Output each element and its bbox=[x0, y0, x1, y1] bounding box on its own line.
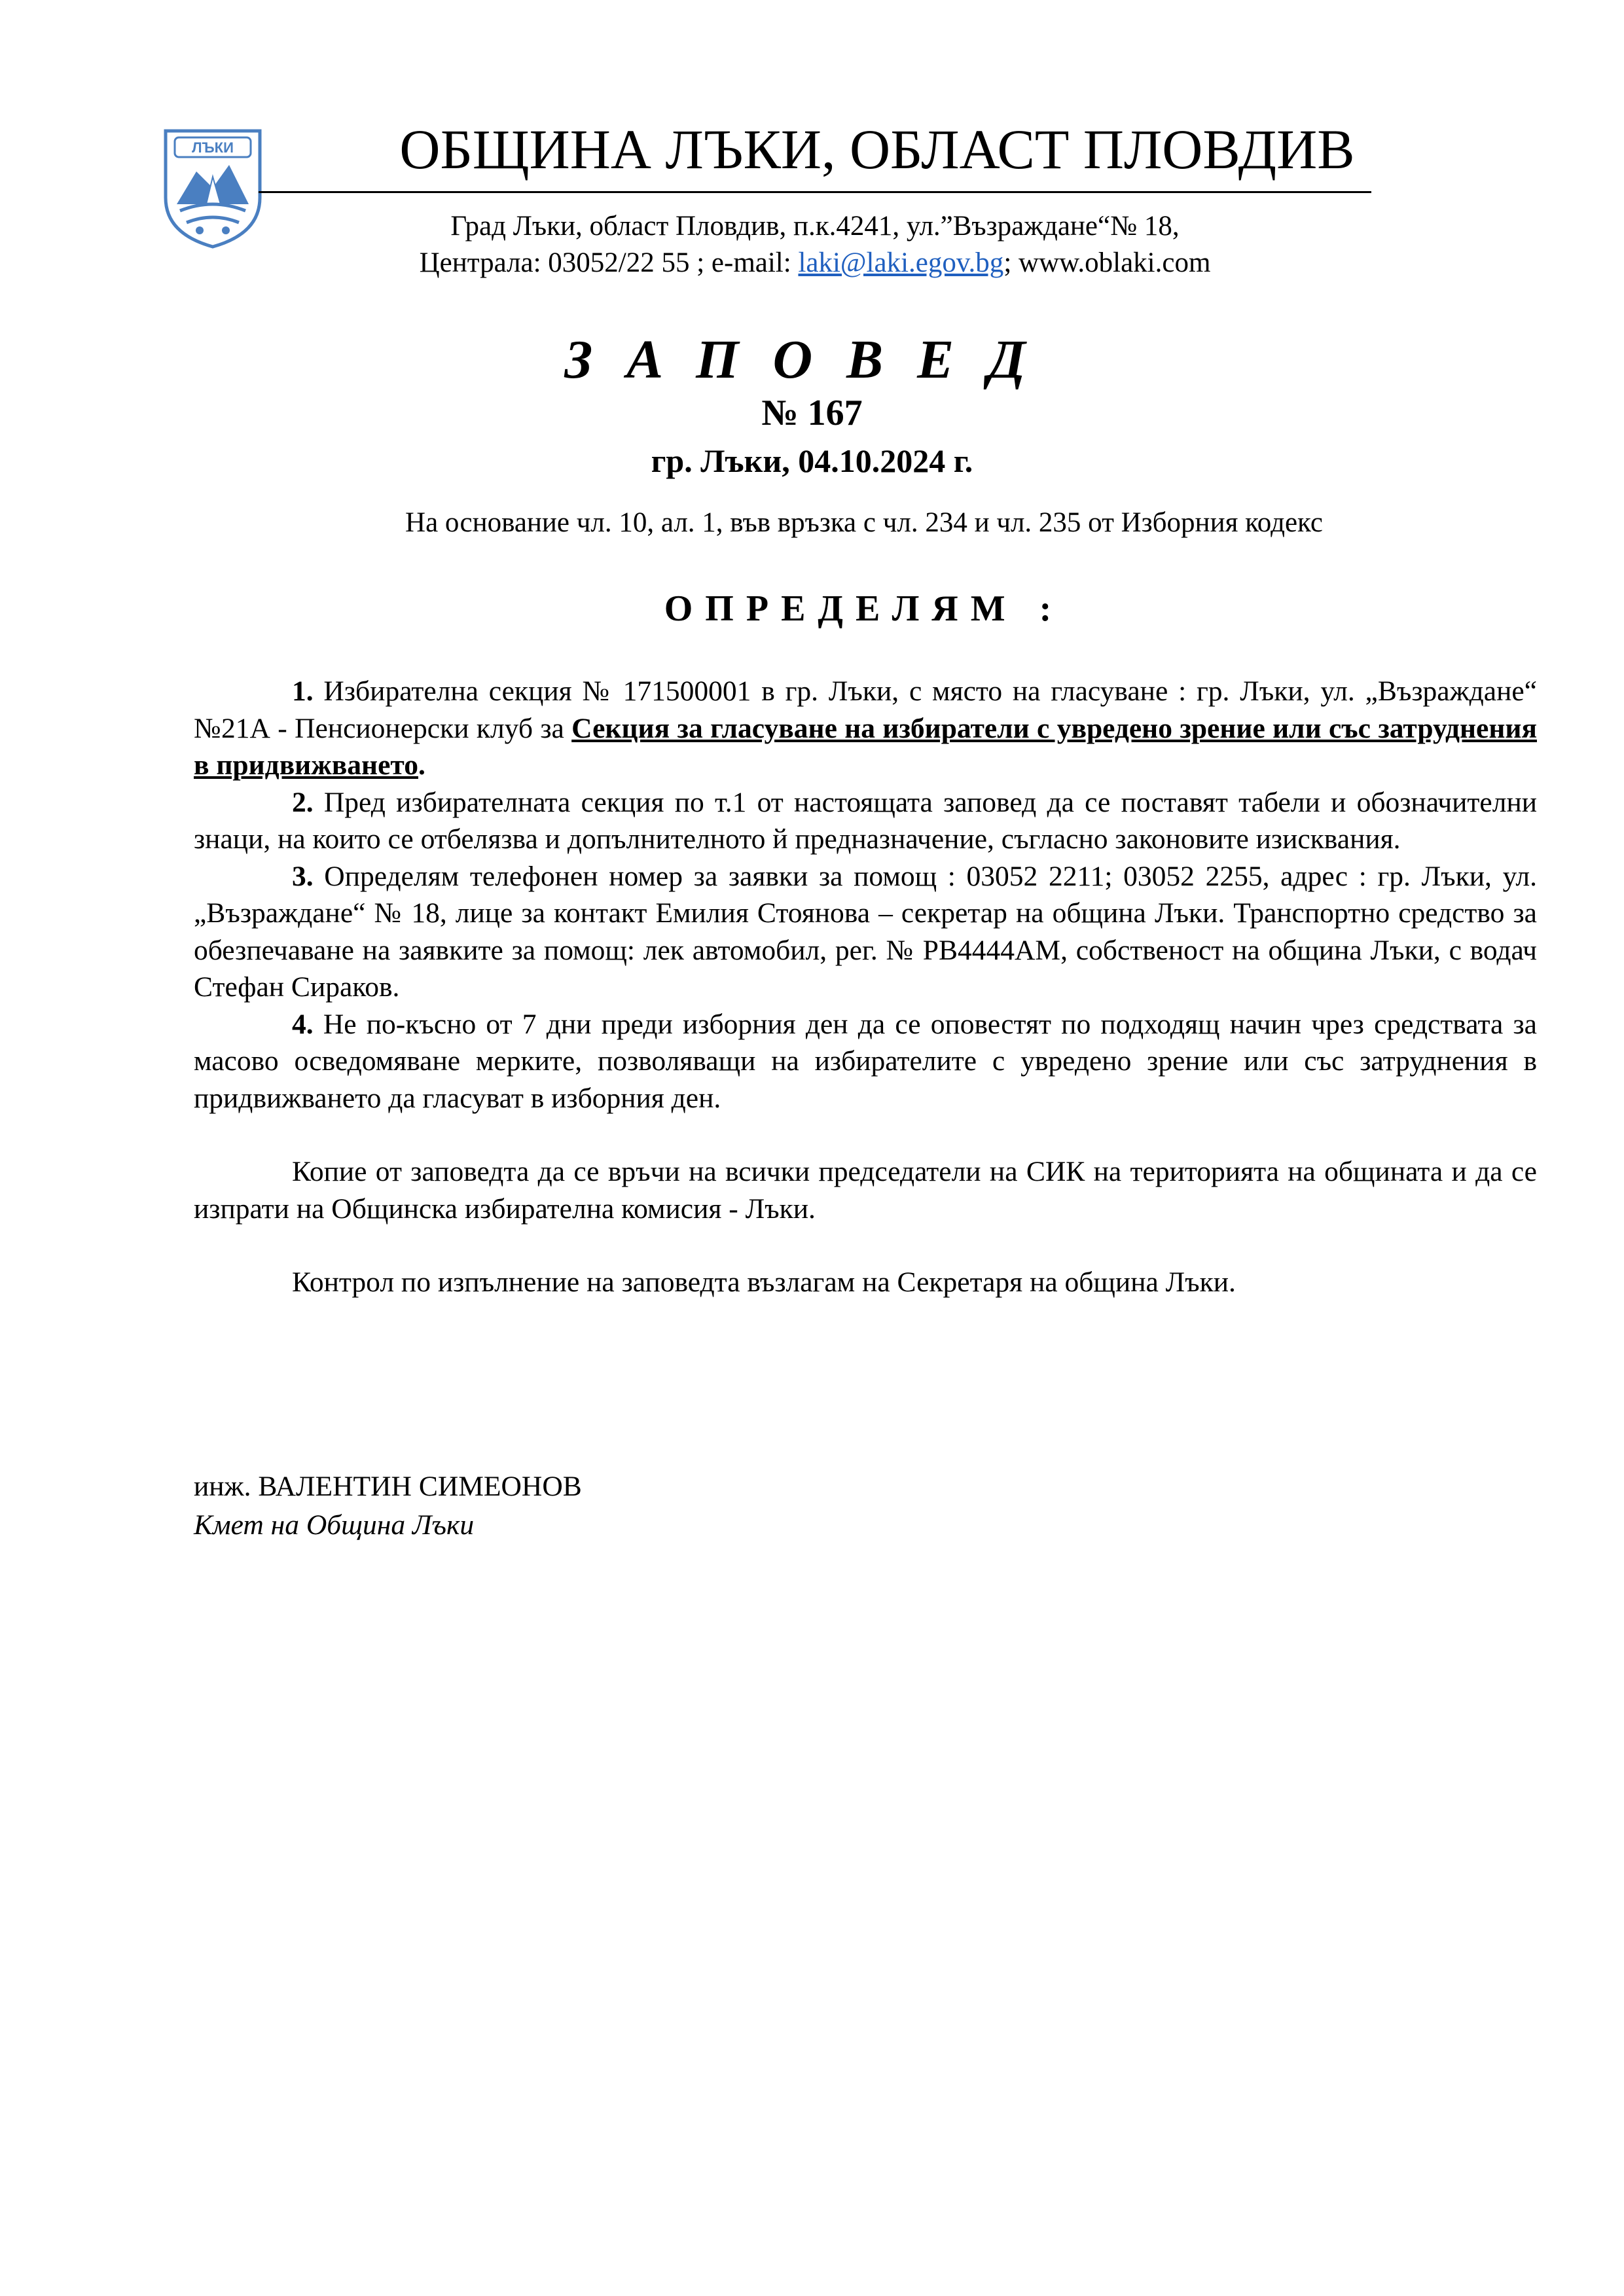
signatory-name: инж. ВАЛЕНТИН СИМЕОНОВ bbox=[194, 1471, 582, 1502]
decree-heading: ОПРЕДЕЛЯМ : bbox=[664, 588, 1064, 629]
paragraph-spacer bbox=[194, 1117, 1537, 1153]
document-place-date: гр. Лъки, 04.10.2024 г. bbox=[651, 442, 973, 479]
contact-phone: Централа: 03052/22 55 ; e-mail: bbox=[419, 247, 799, 278]
document-type-title: ЗАПОВЕД bbox=[564, 329, 1060, 390]
municipality-contacts bbox=[281, 245, 1348, 281]
point-text: Пред избирателната секция по т.1 от настоящата заповед да се поставят табели и обозначителни знаци, на които се отбелязва и допълнителното й предназначение, съгласно законовите изисквания. bbox=[194, 786, 1537, 855]
point-number: 2. bbox=[292, 786, 314, 818]
crest-label: ЛЪКИ bbox=[192, 139, 234, 156]
point-number: 3. bbox=[292, 860, 314, 892]
paragraph-spacer bbox=[194, 1227, 1537, 1264]
copies-paragraph: Копие от заповедта да се връчи на всички председатели на СИК на територията на общината и да се изпрати на Общинска избирателна комисия - Лъки. bbox=[194, 1156, 1537, 1225]
control-paragraph: Контрол по изпълнение на заповедта възлагам на Секретаря на община Лъки. bbox=[292, 1266, 1236, 1298]
legal-basis: На основание чл. 10, ал. 1, във връзка с чл. 234 и чл. 235 от Изборния кодекс bbox=[405, 507, 1323, 538]
point-number: 4. bbox=[292, 1008, 314, 1040]
order-point-3 bbox=[194, 858, 1537, 1006]
order-point-2 bbox=[194, 784, 1537, 858]
order-body bbox=[194, 673, 1537, 1301]
point-emphasis: Секция за гласуване на избиратели с увредено зрение или със затруднения в придвижването bbox=[194, 712, 1537, 781]
point-text: Определям телефонен номер за заявки за помощ : 03052 2211; 03052 2255, адрес : гр. Лъки, ул. „Възраждане“ № 18, лице за контакт Емилия Стоянова – секретар на община Лъки. Транспортно средство за обезпечаване на заявките за помощ: лек автомобил, рег. № РВ4444АМ, собственост на община Лъки, с водач Стефан Сираков. bbox=[194, 860, 1537, 1003]
point-text: Не по-късно от 7 дни преди изборния ден да се оповестят по подходящ начин чрез средствата за масово осведомяване мерките, позволяващи на избирателите с увредено зрение или със затруднения в придвижването да гласуват в изборния ден. bbox=[194, 1008, 1537, 1114]
document-number: № 167 bbox=[761, 393, 863, 433]
email-link[interactable]: laki@laki.egov.bg bbox=[798, 247, 1004, 278]
municipality-address: Град Лъки, област Пловдив, п.к.4241, ул.”Възраждане“№ 18, bbox=[450, 211, 1180, 242]
header-divider bbox=[259, 191, 1371, 193]
signatory-position: Кмет на Община Лъки bbox=[194, 1509, 475, 1541]
municipality-title: ОБЩИНА ЛЪКИ, ОБЛАСТ ПЛОВДИВ bbox=[399, 118, 1355, 181]
contact-website: ; www.oblaki.com bbox=[1003, 247, 1211, 278]
point-text: Избирателна секция № 171500001 в гр. Лъки, с място на гласуване : гр. Лъки, ул. „Възраждане“ №21А - Пенсионерски клуб за bbox=[194, 675, 1537, 744]
order-point-4 bbox=[194, 1006, 1537, 1117]
municipality-crest-logo bbox=[160, 126, 265, 250]
point-number: 1. bbox=[292, 675, 314, 707]
order-point-1 bbox=[194, 673, 1537, 784]
point-tail: . bbox=[418, 749, 425, 781]
